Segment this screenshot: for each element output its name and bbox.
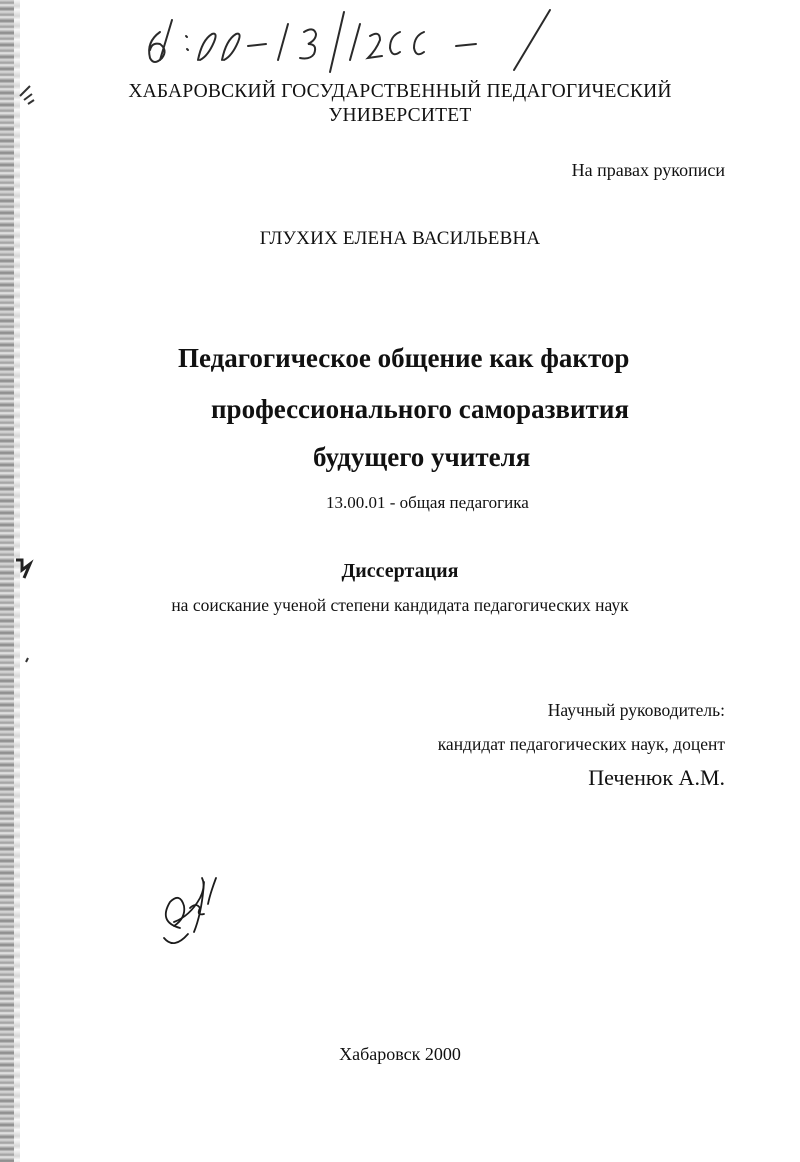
university-name	[0, 80, 800, 128]
signature-icon	[150, 868, 240, 958]
handwritten-archive-code	[138, 2, 578, 74]
specialty-code: 13.00.01 - общая педагогика	[326, 493, 529, 512]
title-line-3: будущего учителя	[313, 442, 531, 472]
supervisor-name: Печенюк А.М.	[588, 765, 725, 790]
title-line-1: Педагогическое общение как фактор	[178, 343, 630, 373]
university-line-2: УНИВЕРСИТЕТ	[328, 105, 472, 126]
work-type: Диссертация	[341, 560, 459, 582]
university-line-1: ХАБАРОВСКИЙ ГОСУДАРСТВЕННЫЙ ПЕДАГОГИЧЕСКИЙ	[128, 81, 672, 102]
supervisor-label: Научный руководитель:	[547, 700, 725, 720]
supervisor-rank: кандидат педагогических наук, доцент	[437, 734, 725, 754]
city-year: Хабаровск 2000	[339, 1044, 461, 1064]
title-line-2: профессионального саморазвития	[211, 394, 629, 424]
author-name: ГЛУХИХ ЕЛЕНА ВАСИЛЬЕВНА	[259, 228, 541, 249]
degree-description: на соискание ученой степени кандидата педагогических наук	[171, 595, 629, 615]
rights-note: На правах рукописи	[571, 160, 725, 180]
